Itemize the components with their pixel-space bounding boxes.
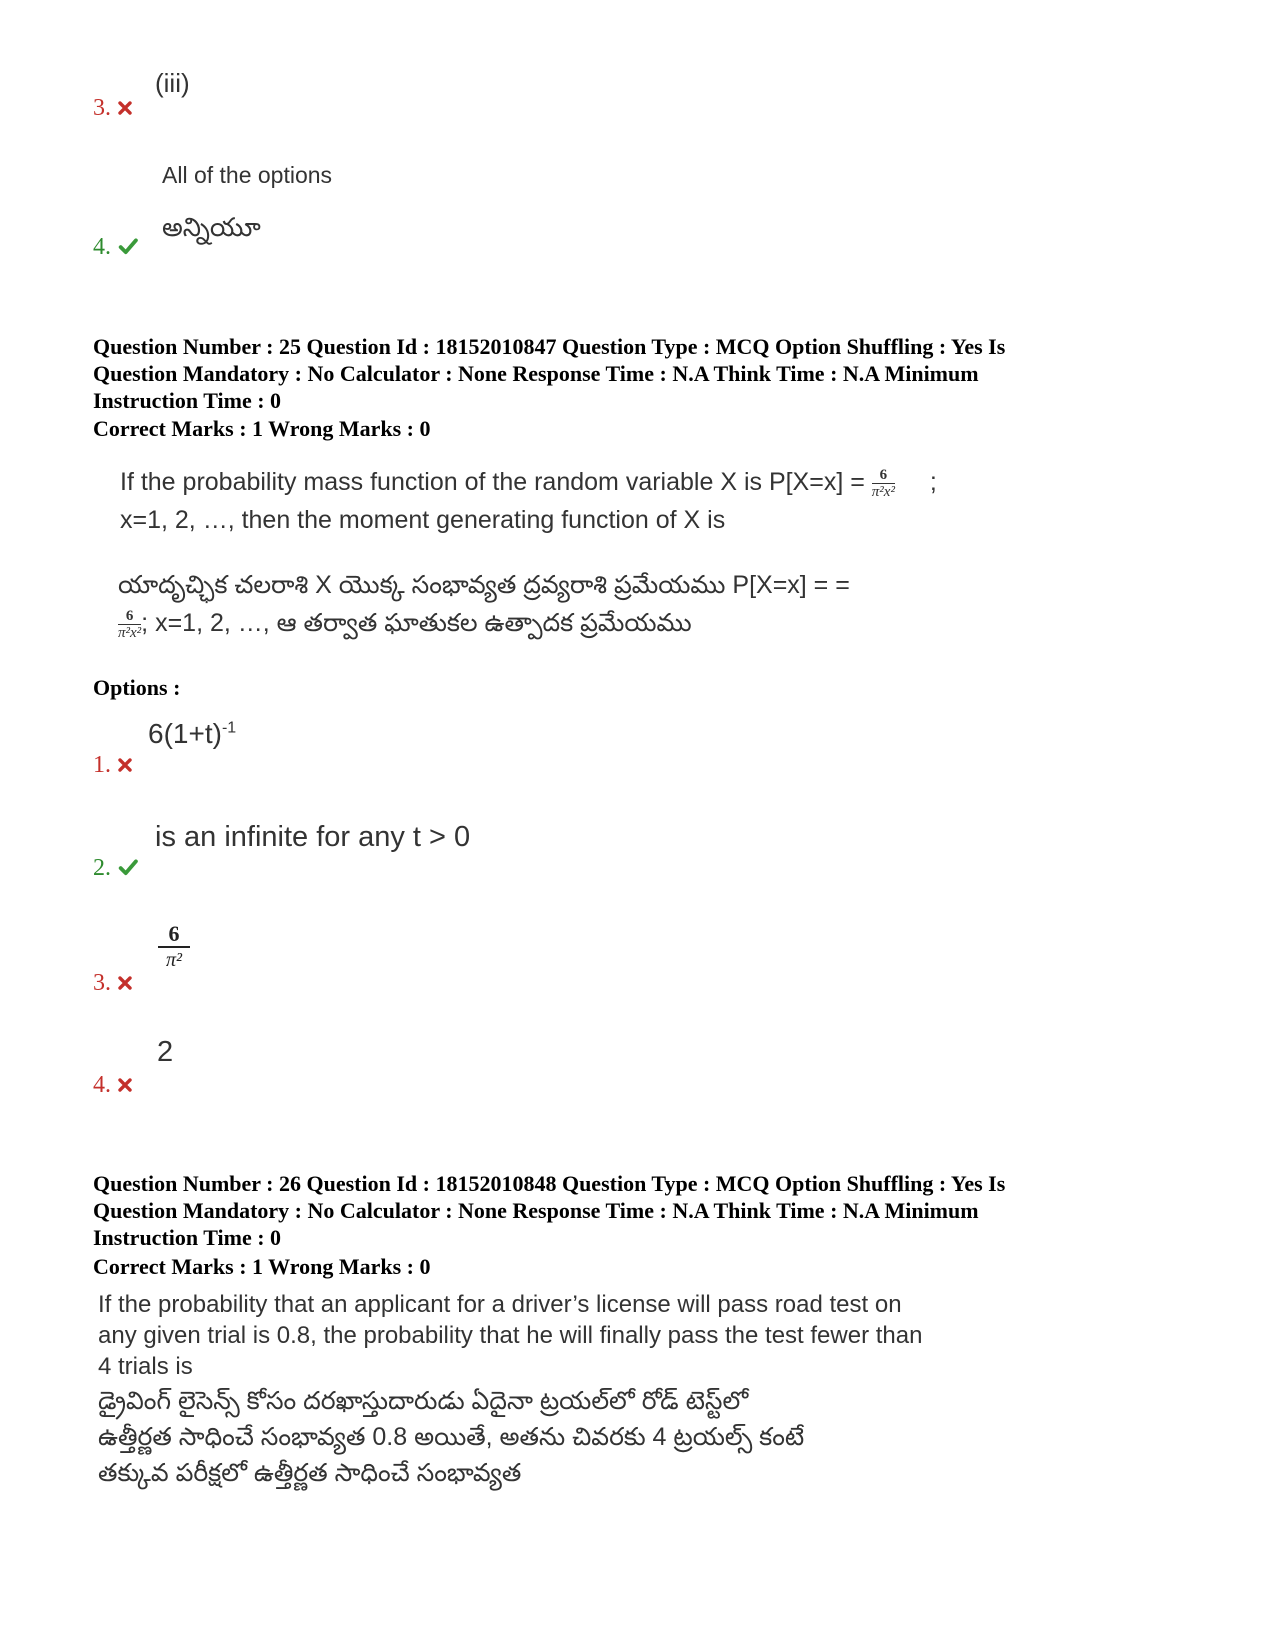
- q25-meta-line3: Instruction Time : 0: [93, 388, 282, 413]
- q25-question-te-line2: ; x=1, 2, …, ఆ తర్వాత ఘాతుకల ఉత్పాదక ప్రమేయము: [141, 609, 692, 637]
- q25-te-fraction: [118, 608, 141, 642]
- fraction-denominator: π²x²: [871, 484, 895, 501]
- fraction-numerator: 6: [125, 607, 134, 624]
- q25-meta: [93, 333, 1213, 414]
- option-superscript: -1: [221, 719, 237, 737]
- q25-meta-line2: Question Mandatory : No Calculator : None Response Time : N.A Think Time : N.A Minimum: [93, 361, 979, 386]
- cross-icon: [117, 757, 133, 773]
- q25-option-3-number: [93, 970, 133, 997]
- q25-question-en-line1: If the probability mass function of the random variable X is P[X=x] =: [120, 468, 865, 496]
- option-number: 1.: [93, 752, 111, 778]
- q26-question-te-line1: డ్రైవింగ్ లైసెన్స్ కోసం దరఖాస్తుదారుడు ఏదైనా ట్రయల్‌లో రోడ్ టెస్ట్‌లో: [98, 1387, 749, 1415]
- fraction-numerator: 6: [168, 921, 180, 946]
- cross-icon: [117, 1077, 133, 1093]
- q25-semicolon: ;: [929, 468, 937, 496]
- q25-option-1-text: [148, 718, 236, 750]
- fraction-denominator: π²x²: [118, 625, 142, 642]
- q25-question-te-line1: యాదృచ్ఛిక చలరాశి X యొక్క సంభావ్యత ద్రవ్యరాశి ప్రమేయము P[X=x] = =: [118, 571, 850, 599]
- q26-question-te: [98, 1383, 1058, 1491]
- option-number: 3.: [93, 970, 111, 996]
- option-4-number: [93, 234, 139, 261]
- q25-question-en-line2: x=1, 2, …, then the moment generating function of X is: [120, 506, 726, 534]
- q26-question-te-line3: తక్కువ పరీక్షలో ఉత్తీర్ణత సాధించే సంభావ్యత: [98, 1459, 522, 1487]
- option-number: 4.: [93, 1072, 111, 1098]
- q25-option-1-number: [93, 752, 133, 779]
- q26-question-te-line2: ఉత్తీర్ణత సాధించే సంభావ్యత 0.8 అయితే, అతను చివరకు 4 ట్రయల్స్ కంటే: [98, 1423, 805, 1451]
- q25-option-2-number: [93, 855, 139, 882]
- q25-fraction: [872, 467, 895, 501]
- fraction-denominator: π²: [165, 949, 182, 971]
- q26-meta-line3: Instruction Time : 0: [93, 1225, 282, 1250]
- options-label: Options :: [93, 675, 181, 700]
- q26-question-en-line1: If the probability that an applicant for a driver’s license will pass road test on: [98, 1291, 902, 1318]
- q26-question-en-line2: any given trial is 0.8, the probability that he will finally pass the test fewer than: [98, 1322, 923, 1349]
- option-3-text: (iii): [155, 68, 190, 98]
- q26-meta-line2: Question Mandatory : No Calculator : None Response Time : N.A Think Time : N.A Minimum: [93, 1198, 979, 1223]
- q25-meta-line1: Question Number : 25 Question Id : 18152010847 Question Type : MCQ Option Shuffling : Yes Is: [93, 334, 1006, 359]
- q26-meta-line1: Question Number : 26 Question Id : 18152010848 Question Type : MCQ Option Shuffling : Yes Is: [93, 1171, 1006, 1196]
- option-3-number: [93, 95, 133, 122]
- cross-icon: [117, 100, 133, 116]
- q26-question-en: [98, 1289, 1058, 1382]
- option-number: 3.: [93, 95, 111, 121]
- option-number: 2.: [93, 855, 111, 881]
- option-number: 4.: [93, 234, 111, 260]
- q25-option-4-number: [93, 1072, 133, 1099]
- option-4-text-en: All of the options: [162, 162, 333, 188]
- check-icon: [117, 858, 139, 876]
- cross-icon: [117, 975, 133, 991]
- q26-question-en-line3: 4 trials is: [98, 1353, 193, 1380]
- q25-option-4-text: 2: [157, 1036, 174, 1068]
- q25-question-en: [120, 463, 1040, 539]
- q25-question-te: [118, 566, 1078, 642]
- option-text: 6(1+t): [148, 718, 222, 749]
- q26-marks: Correct Marks : 1 Wrong Marks : 0: [93, 1254, 431, 1279]
- q25-marks: Correct Marks : 1 Wrong Marks : 0: [93, 416, 431, 441]
- q26-meta: [93, 1170, 1213, 1251]
- check-icon: [117, 237, 139, 255]
- option-4-text-te: అన్నియూ: [162, 212, 261, 242]
- q25-option-2-text: is an infinite for any t > 0: [155, 821, 471, 853]
- fraction-numerator: 6: [879, 466, 888, 483]
- q25-option-3-fraction: [158, 922, 190, 972]
